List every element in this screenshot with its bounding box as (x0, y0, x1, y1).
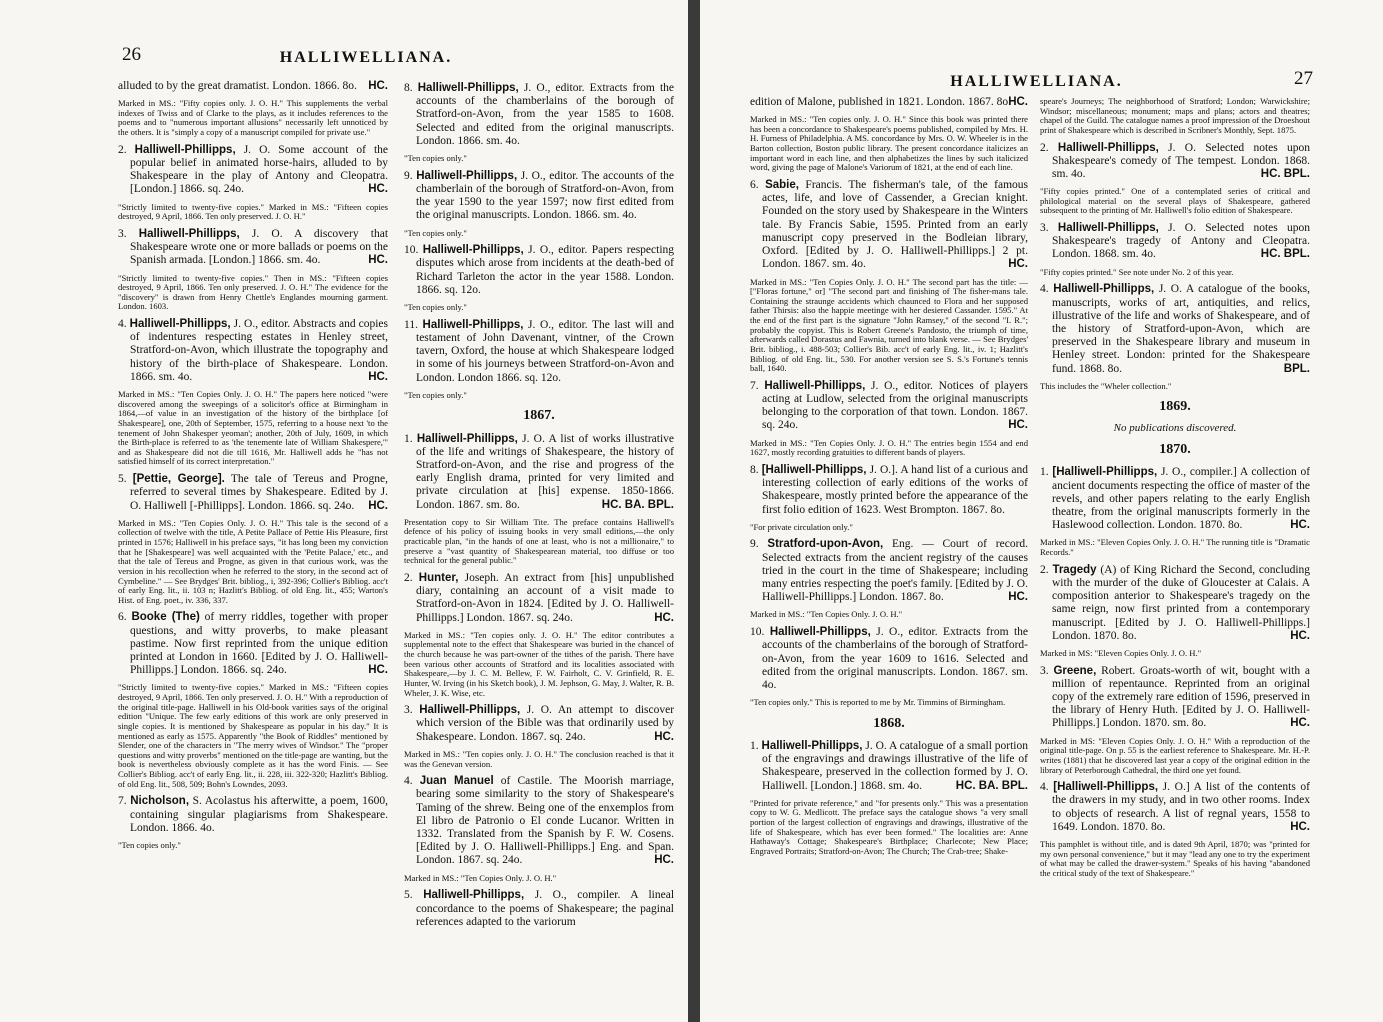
bibliography-entry (118, 80, 388, 93)
bibliography-entry (404, 82, 674, 148)
entry-note: Marked in MS.: "Ten Copies Only. J. O. H." The second part has the title: — ["Floras fortune," or] "The second part and finishing of The fisher-mans tale. Containing the straunge accidents which chaunced to Flora and her supposed father Thirsis: also the happie meetinge with her desiered Cassander. 1595." At the end of the first part is the signature "John Ramsey," of the second "I. R."; probably the copyist. This is Robert Greene's Pandosto, the triumph of time, afterwards called Dorastus and Fawnia, turned into blank verse. — See Brydges' Brit. bibliog., i. 488-503; Collier's Bib. acc't of early Eng. lit., iv. 1; Hazlitt's Bibliog. of old Eng. lit., 530. For another version see S. S.'s Fortune's tennis ball, 1640. (750, 276, 1028, 374)
entry-number: 3. (1040, 664, 1049, 677)
library-codes: HC. BA. BPL. (955, 779, 1028, 792)
entry-text: J. O., compiler.] A collection of ancient documents respecting the office of master of the revels, and other papers relating to the early English theatre, from the original manuscripts formerly in the Haslewood collection. London. 1870. 8o. (1052, 466, 1310, 532)
entry-heading: [Halliwell-Phillipps, (1053, 781, 1159, 794)
bibliography-entry (404, 775, 674, 868)
entry-text: The tale of Tereus and Progne, referred to several times by Shakespeare. Edited by J. O. Halliwell [-Phillipps]. London. 1866. sq. 24o. (130, 473, 388, 512)
bibliography-entry (1040, 665, 1310, 731)
entry-heading: Halliwell-Phillipps, (1057, 222, 1159, 235)
bibliography-entry (118, 318, 388, 384)
entry-heading: [Halliwell-Phillipps, (1052, 466, 1158, 479)
entry-number: 1. (1040, 466, 1049, 479)
entry-number: 7. (118, 795, 127, 808)
entry-heading: Nicholson, (130, 795, 190, 808)
library-codes: HC. (1008, 591, 1028, 604)
entry-note: Marked in MS.: "Fifty copies only. J. O. H." This supplements the verbal indexes of Twiss and of Clarke to the plays, as it includes references to the poems and to "numerous important allusions" necessarily left unnoticed by the others. It is "simply a copy of a manuscript compiled for private use." (118, 98, 388, 138)
entry-heading: Halliwell-Phillipps, (764, 379, 866, 392)
library-codes: HC. (368, 80, 388, 92)
entry-text: J. O., editor. Extracts from the accounts of the chamberlains of the borough of Stratford-on-Avon, from the year 1609 to 1616. Selected and edited from the original manuscripts. London. 1867. sm. 4o. (762, 626, 1028, 691)
bibliography-entry (1040, 142, 1310, 182)
bibliography-entry (118, 611, 388, 677)
library-codes: HC. (1290, 629, 1310, 642)
entry-number: 3. (118, 227, 127, 240)
entry-heading: Hunter, (418, 571, 459, 584)
entry-number: 9. (404, 169, 413, 182)
entry-number: 3. (404, 704, 413, 717)
entry-number: 2. (118, 143, 127, 156)
entry-note: Marked in MS.: "Ten copies only. J. O. H." The conclusion reached is that it was the Genevan version. (404, 748, 674, 769)
entry-text: S. Acolastus his afterwitte, a poem, 1600, containing singular plagiarisms from Shakespeare. London. 1866. 4o. (130, 795, 388, 834)
entry-text: J. O. Selected notes upon Shakespeare's tragedy of Antony and Cleopatra. London. 1868. sm. 4o. (1052, 222, 1310, 261)
library-codes: HC. (1008, 96, 1028, 108)
entry-text: Robert. Groats-worth of wit, bought with a million of repentaunce. Reprinted from an original copy of the extremely rare edition of 1596, preserved in the library of Henry Huth. [Edited by J. O. Halliwell-Phillipps.] London. 1870. sm. 8o. (1052, 664, 1310, 730)
library-codes: HC. BPL. (1260, 248, 1310, 261)
entry-number: 11. (404, 318, 418, 331)
bibliography-entry (750, 626, 1028, 692)
entry-heading: Halliwell-Phillipps, (417, 82, 519, 94)
bibliography-entry (1040, 283, 1310, 376)
year-heading: 1868. (873, 715, 905, 731)
entry-note: This pamphlet is without title, and is dated 9th April, 1870; was "printed for my own personal convenience," but it may "lead any one to try the experiment of what may be called the drawer-system." Speaks of his having "abandoned the critical study of the text of Shakespeare." (1040, 839, 1310, 878)
library-codes: HC. (1008, 419, 1028, 432)
bibliography-entry (404, 572, 674, 625)
entry-number: 1. (404, 432, 413, 445)
entry-number: 10. (750, 626, 765, 639)
library-codes: HC. BA. BPL. (601, 498, 674, 511)
entry-note: "Ten copies only." (118, 840, 181, 850)
entry-heading: [Pettie, George]. (132, 473, 225, 486)
entry-text: Francis. The fisherman's tale, of the famous actes, life, and love of Cassender, a Grecian knight. Founded on the story used by Shakespeare in the Winters tale. By Francis Sabie, 1595. Printed from an early manuscript copy preserved in the Bodleian library, Oxford. [Edited by J. O. Halliwell-Phillipps.] 2 pt. London. 1867. sm. 4o. (762, 178, 1028, 271)
entry-note: "Ten copies only." (404, 302, 467, 313)
bibliography-entry (750, 179, 1028, 272)
bibliography-entry (404, 244, 674, 297)
entry-heading: Tragedy (1052, 563, 1097, 576)
entry-heading: Halliwell-Phillipps, (134, 143, 236, 156)
library-codes: HC. (368, 664, 388, 677)
entry-number: 7. (750, 379, 759, 392)
entry-note: "For private circulation only." (750, 521, 853, 532)
library-codes: BPL. (1283, 362, 1310, 375)
entry-text: of Castile. The Moorish marriage, bearing some similarity to the story of Shakespeare's Taming of the shrew. Being one of the enxemplos from El libro de Patronio o El conde Lucanor. Written in 1332. Translated from the Spanish by F. W. Cosens. [Edited by J. O. Halliwell-Phillipps.] Eng. and Span. London. 1867. sq. 24o. (416, 775, 674, 867)
library-codes: HC. (368, 183, 388, 196)
entry-text: J. O.]. A hand list of a curious and interesting collection of early editions of the works of Shakespeare, mostly printed before the appearance of the first folio edition of 1623. West Brompton. 1867. 8o. (762, 463, 1028, 516)
entry-note: Marked in MS: "Eleven Copies Only. J. O. H." (1040, 647, 1202, 658)
library-codes: HC. (1290, 717, 1310, 730)
entry-text: J. O., editor. The last will and testament of John Davenant, vintner, of the Crown tavern, Oxford, the house at which Shakespeare lodged in some of his journeys between Stratford-on-Avon and London. London 1866. sq. 12o. (416, 318, 674, 384)
entry-number: 1. (750, 739, 759, 752)
entry-note: Marked in MS.: "Eleven Copies Only. J. O. H." The running title is "Dramatic Records." (1040, 537, 1310, 558)
entry-heading: Halliwell-Phillipps, (761, 739, 863, 752)
entry-number: 8. (750, 463, 759, 476)
entry-heading: Stratford-upon-Avon, (767, 538, 884, 551)
entry-note: Marked in MS.: "Ten Copies Only. J. O. H." (404, 872, 557, 883)
bibliography-entry (750, 538, 1028, 604)
year-heading: 1870. (1159, 442, 1191, 458)
entry-text: alluded to by the great dramatist. London. 1866. 8o. (118, 80, 357, 92)
entry-note: Marked in MS.: "Ten copies only. J. O. H." The editor contributes a supplemental note to the effect that Shakespeare was buried in the chancel of the church because he was part-owner of the tithes of the parish. There have been various other accounts of Stratford and its localities associated with Shakespeare,—by J. C. M. Bellew, F. W. Fairholt, C. V. Grinfield, R. E. Hunter, W. Irving (in his Sketch book), J. M. Jephson, G. May, J. Walter, R. B. Wheler, J. K. Wise, etc. (404, 629, 674, 698)
library-codes: HC. (1290, 820, 1310, 833)
bibliography-entry (404, 433, 674, 512)
page-number: 26 (122, 44, 141, 65)
bibliography-entry (750, 96, 1028, 109)
left-column-1 (118, 80, 388, 1015)
running-title: HALLIWELLIANA. (950, 73, 1123, 90)
entry-note: Marked in MS.: "Ten Copies Only. J. O. H." (750, 609, 903, 620)
entry-heading: Halliwell-Phillipps, (422, 244, 524, 257)
entry-text: J. O., compiler. A lineal concordance to the poems of Shakespeare; the paginal references adapted to the variorum (416, 889, 674, 928)
entry-note: This includes the "Wheler collection." (1040, 380, 1172, 391)
entry-note: "Strictly limited to twenty-five copies." Then in MS.: "Fifteen copies destroyed, 9 April, 1866. Ten only preserved. J. O. H." The evidence for the "discovery" is drawn from Henry Chettle's Englandes mourning garment. London. 1603. (118, 272, 388, 312)
entry-note: "Ten copies only." (404, 227, 467, 238)
entry-text: J. O., editor. Papers respecting disputes which arose from incidents at the death-bed of Richard Tarleton the actor in the year 1588. London. 1866. sq. 12o. (416, 244, 674, 296)
entry-text: J. O. An attempt to discover which version of the Bible was that ordinarily used by Shakespeare. London. 1867. sq. 24o. (416, 704, 674, 743)
library-codes: HC. (654, 854, 674, 867)
entry-note: Marked in MS.: "Ten Copies Only. J. O. H." The entries begin 1554 and end 1627, mostly recording gratuities to different bands of players. (750, 437, 1028, 458)
entry-text: J. O., editor. The accounts of the chamberlain of the borough of Stratford-on-Avon, from the year 1590 to the year 1597; now first edited from the original manuscripts. London. 1866. sm. 4o. (416, 169, 674, 222)
entry-number: 3. (1040, 222, 1049, 235)
entry-text: J. O., editor. Extracts from the accounts of the chamberlains of the borough of Stratford-on-Avon, from the year 1585 to 1608. Selected and edited from the original manuscripts. London. 1866. sm. 4o. (416, 82, 674, 147)
library-codes: HC. (368, 254, 388, 267)
bibliography-entry (750, 464, 1028, 517)
library-codes: HC. (368, 499, 388, 512)
entry-text: J. O. Selected notes upon Shakespeare's comedy of The tempest. London. 1868. sm. 4o. (1052, 141, 1310, 180)
entry-heading: Halliwell-Phillipps, (1057, 141, 1159, 154)
entry-heading: Greene, (1053, 664, 1097, 677)
entry-text: Eng. — Court of record. Selected extracts from the ancient registry of the causes tried in the court in the time of Shakespeare; including many entries respecting the poet's family. [Edited by J. O. Halliwell-Phillipps.] London. 1867. 8o. (762, 538, 1028, 604)
bibliography-entry (750, 740, 1028, 793)
library-codes: HC. (368, 370, 388, 383)
bibliography-entry (118, 228, 388, 268)
entry-text: J. O. A list of works illustrative of the life and writings of Shakespeare, the history of Stratford-on-Avon, and the rise and progress of the early English drama, printed for very limited and private circulation at [his] expense. 1850-1866. London. 1867. sm. 8o. (416, 432, 674, 511)
entry-number: 6. (750, 178, 759, 191)
entry-number: 5. (404, 889, 413, 902)
entry-note: "Strictly limited to twenty-five copies." Marked in MS.: "Fifteen copies destroyed, 9 April, 1866. Ten only preserved. J. O. H." (118, 201, 388, 222)
entry-number: 4. (1040, 781, 1049, 794)
left-page (0, 0, 690, 1022)
entry-heading: Halliwell-Phillipps, (129, 318, 231, 330)
left-column-2 (404, 82, 674, 1017)
running-title: HALLIWELLIANA. (279, 49, 453, 66)
entry-note: Marked in MS.: "Ten copies only. J. O. H." Since this book was printed there has been a concordance to Shakespeare's poems published, compiled by Mrs. H. H. Furness of Philadelphia. A MS. concordance by Mrs. O. W. Wheeler is in the Barton collection, Boston public library. The present concordance italicizes an important word in each line, and then alphabetizes the lines by such italicized word, giving the page of Malone's Variorum of 1821, at the end of each line. (750, 114, 1028, 173)
entry-heading: Halliwell-Phillipps, (138, 227, 240, 240)
entry-number: 6. (118, 611, 127, 624)
entry-number: 4. (404, 775, 413, 788)
entry-text: J. O. A discovery that Shakespeare wrote one or more ballads or poems on the Spanish armada. [London.] 1866. sm. 4o. (130, 227, 388, 267)
bibliography-entry (118, 144, 388, 197)
entry-number: 2. (1040, 141, 1049, 154)
entry-text: J. O., editor. Abstracts and copies of indentures respecting estates in Henley street, Stratford-on-Avon, which illustrate the topography and history of the birth-place of Shakespeare. London. 1866. sm. 4o. (130, 318, 388, 383)
entry-heading: Juan Manuel (419, 775, 494, 788)
library-codes: HC. (1290, 519, 1310, 532)
entry-text: J. O., editor. Notices of players acting at Ludlow, selected from the original manuscripts belonging to the corporation of that town. London. 1867. sq. 24o. (762, 379, 1028, 432)
entry-heading: Sabie, (765, 178, 799, 191)
entry-text: J. O. A catalogue of a small portion of the engravings and drawings illustrative of the life of Shakespeare, preserved in the collection formed by J. O. Halliwell. [London.] 1868. sm. 4o. (762, 739, 1028, 792)
bibliography-entry (118, 473, 388, 513)
bibliography-entry (1040, 222, 1310, 262)
bibliography-entry (404, 889, 674, 929)
entry-text: edition of Malone, published in 1821. London. 1867. 8o. (750, 96, 1011, 108)
library-codes: HC. (654, 611, 674, 624)
entry-text: J. O. A catalogue of the books, manuscripts, works of art, antiquities, and relics, illustrative of the life and works of Shakespeare, and of the history of Stratford-upon-Avon, which are preserved in the Shakespeare library and museum in Henley street. London: printed for the Shakespeare fund. 1868. 8o. (1052, 283, 1310, 375)
right-page (700, 0, 1383, 1022)
entry-note: Marked in MS.: "Ten Copies Only. J. O. H." The papers here noticed "were discovered among the sweepings of a solicitor's office at Birmingham in 1864,—of value in an investigation of the history of the birthplace [of Shakespeare], one, 20th of September, 1575, referring to a house next 'to the tenement of John Shakesper yeoman'; another, 20th of July, 1609, in which the Birth-place is referred to as 'the tenemente late of William Shakespere,'" and as Shakespeare did not die till 1616, Mr. Halliwell adds he "has not satisfied himself of its correct interpretation." (118, 389, 388, 467)
year-heading: 1867. (523, 408, 555, 424)
bibliography-entry (750, 380, 1028, 433)
entry-heading: Halliwell-Phillipps, (419, 704, 521, 717)
entry-text: J. O.] A list of the contents of the drawers in my study, and in two other rooms. Index to objects of research. A list of regnal years, 1558 to 1649. London. 1870. 8o. (1052, 781, 1310, 833)
entry-note: "Ten copies only." (404, 153, 467, 164)
year-heading: 1869. (1159, 399, 1191, 415)
entry-heading: Halliwell-Phillipps, (416, 432, 518, 445)
bibliography-entry (1040, 564, 1310, 643)
entry-note: "Fifty copies printed." See note under No. 2 of this year. (1040, 266, 1234, 277)
bibliography-entry (1040, 781, 1310, 834)
page-number: 27 (1294, 68, 1313, 89)
bibliography-entry (118, 795, 388, 835)
entry-text: of merry riddles, together with proper questions, and witty proverbs, to make pleasant pastime. Now first reprinted from the unique edition printed at London in 1660. [Edited by J. O. Halliwell-Phillipps.] London. 1866. sq. 24o. (130, 611, 388, 677)
entry-number: 2. (404, 571, 413, 584)
entry-number: 8. (404, 82, 413, 94)
library-codes: HC. (1008, 258, 1028, 271)
entry-note: "Printed for private reference," and "for presents only." This was a presentation copy to W. G. Medlicott. The preface says the catalogue shows "a very small portion of the largest collection of engravings and drawings, illustrative of the life of Shakespeare, which has ever been formed." The localities are: Anne Hathaway's Cottage; Shakespeare's Birthplace; Charlecote; New Place; Engraved Portraits; Stratford-on-Avon; The Church; The Crab-tree; Shake- (750, 797, 1028, 856)
right-column-1 (750, 96, 1028, 1016)
entry-heading: Halliwell-Phillipps, (416, 169, 518, 182)
entry-text: J. O. Some account of the popular belief in animated horse-hairs, alluded to by Shakespeare in the play of Antony and Cleopatra. [London.] 1866. sq. 24o. (130, 143, 388, 196)
right-column-2 (1040, 96, 1310, 1016)
entry-note: speare's Journeys; The neighborhood of Stratford; London; Warwickshire; Windsor; miscellaneous; monument; maps and plans; actors and theatres; chapel of the Guild. The catalogue names a proof impression of the Droeshout print of Shakespeare which is described in Scribner's Monthly, Sept. 1875. (1040, 96, 1310, 135)
entry-note: "Ten copies only." This is reported to me by Mr. Timmins of Birmingham. (750, 697, 1006, 708)
entry-heading: Halliwell-Phillipps, (769, 626, 871, 639)
bibliography-entry (404, 170, 674, 223)
entry-note: Marked in MS: "Eleven Copies Only. J. O. H." With a reproduction of the original title-page. On p. 55 is the earliest reference to Shakespeare. Mr. H.-P. writes (1881) that he discovered last year a copy of the original edition in the library of Peterborough Cathedral, the third one yet found. (1040, 735, 1310, 775)
entry-note: Marked in MS.: "Ten Copies Only. J. O. H." This tale is the second of a collection of twelve with the title, A Petite Pallace of Pettie His Pleasure, first printed in 1576; Halliwell in his preface says, "it has long been my conviction that he [Shakespeare] was well acquainted with the 'Petite Palace,' etc., and that the tale of Tereus and Progne, as given in that curious work, was the version in his recollection when he referred to the story, in the second act of Cymbeline." — See Brydges' Brit. bibliog., i, 392-396; Collier's Bibliog. acc't of early Eng. lit., ii. 103 n; Hazlitt's Bibliog. of old Eng. lit., 455; Warton's Hist. of Eng. poet., iv. 336, 337. (118, 517, 388, 605)
entry-heading: Halliwell-Phillipps, (422, 318, 524, 331)
entry-number: 4. (1040, 283, 1049, 296)
entry-number: 9. (750, 538, 759, 551)
entry-heading: Booke (The) (131, 611, 200, 624)
library-codes: HC. BPL. (1260, 167, 1310, 180)
entry-note: "Strictly limited to twenty-five copies." Marked in MS.: "Fifteen copies destroyed, 9 April, 1866. Ten only preserved. J. O. H." With a reproduction of the original title-page. Halliwell in his Old-book varities says of the original edition "Unique. The few early editions of this work are only preserved in single copies. It is mentioned by Shakespeare as popular in his day." It is mentioned as early as 1575. Apparently "the Book of Riddles" mentioned by Slender, one of the characters in "The merry wives of Windsor." The "proper questions and witty proverbs" mentioned on the title-page are wanting, but the book is nevertheless obviously complete as it has the word Finis. — See Collier's Bibliog. acc't of early Eng. lit., ii. 228, iii. 322-320; Hazlitt's Bibliog. of old Eng. lit., 508, 509; Bohn's Lowndes, 2093. (118, 682, 388, 789)
entry-number: 4. (118, 318, 127, 330)
entry-heading: [Halliwell-Phillipps, (761, 463, 867, 476)
entry-text: (A) of King Richard the Second, concluding with the murder of the duke of Gloucester at Calais. A composition anterior to Shakespeare's tragedy on the same reign, now first printed from a contemporary manuscript. [Edited by J. O. Halliwell-Phillipps.] London. 1870. 8o. (1052, 563, 1310, 642)
bibliography-entry (404, 319, 674, 385)
entry-number: 5. (118, 473, 127, 486)
bibliography-entry (404, 704, 674, 744)
entry-text: Joseph. An extract from [his] unpublished diary, containing an account of a visit made to Stratford-on-Avon in 1824. [Edited by J. O. Halliwell-Phillipps.] London. 1867. sq. 24o. (416, 571, 674, 624)
entry-heading: Halliwell-Phillipps, (423, 889, 525, 902)
entry-note: Presentation copy to Sir William Tite. The preface contains Halliwell's defence of his policy of issuing books in very small editions,—the only practicable plan, "in the hands of one at least, who is not a millionaire," to preserve a "vast quantity of Shakespearean material, too diffuse or too technical for the general public." (404, 516, 674, 566)
entry-note: "Fifty copies printed." One of a contemplated series of critical and philological material on the several plays of Shakespeare, gathered subsequent to the printing of Mr. Halliwell's folio edition of Shakespeare. (1040, 186, 1310, 216)
entry-number: 2. (1040, 563, 1049, 576)
no-publications-note: No publications discovered. (1113, 421, 1237, 434)
entry-heading: Halliwell-Phillipps, (1053, 283, 1155, 296)
library-codes: HC. (654, 730, 674, 743)
bibliography-entry (1040, 466, 1310, 532)
entry-note: "Ten copies only." (404, 389, 467, 400)
entry-number: 10. (404, 244, 419, 257)
